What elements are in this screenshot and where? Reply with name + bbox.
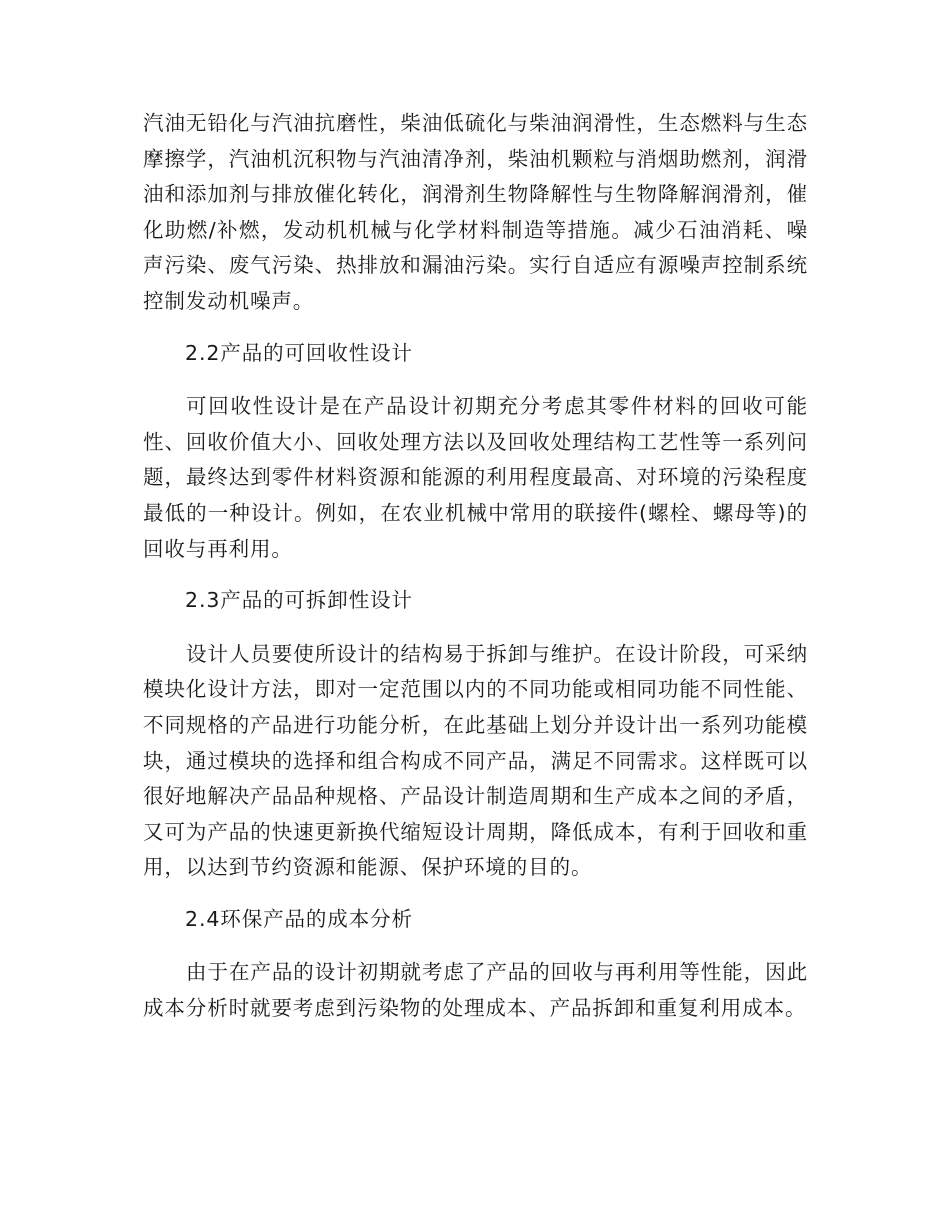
section-heading-2-2: 2.2产品的可回收性设计: [185, 340, 413, 365]
paragraph-cost-analysis: 由于在产品的设计初期就考虑了产品的回收与再利用等性能，因此成本分析时就要考虑到污染物的处理成本、产品拆卸和重复利用成本。: [143, 960, 808, 1021]
section-heading-2-4: 2.4环保产品的成本分析: [185, 906, 413, 931]
paragraph-disassembly-design: 设计人员要使所设计的结构易于拆卸与维护。在设计阶段，可采纳模块化设计方法，即对一定范围以内的不同功能或相同功能不同性能、不同规格的产品进行功能分析，在此基础上划分并设计出一系列功能模块，通过模块的选择和组合构成不同产品，满足不同需求。这样既可以很好地解决产品品种规格、产品设计制造周期和生产成本之间的矛盾，又可为产品的快速更新换代缩短设计周期，降低成本，有利于回收和重用，以达到节约资源和能源、保护环境的目的。: [143, 641, 808, 880]
section-heading-2-3: 2.3产品的可拆卸性设计: [185, 588, 413, 613]
paragraph-recyclability-design: 可回收性设计是在产品设计初期充分考虑其零件材料的回收可能性、回收价值大小、回收处理方法以及回收处理结构工艺性等一系列问题，最终达到零件材料资源和能源的利用程度最高、对环境的污染程度最低的一种设计。例如，在农业机械中常用的联接件(螺栓、螺母等)的回收与再利用。: [143, 394, 808, 561]
document-body: [143, 106, 808, 1027]
paragraph-emission-measures: 汽油无铅化与汽油抗磨性，柴油低硫化与柴油润滑性，生态燃料与生态摩擦学，汽油机沉积物与汽油清净剂，柴油机颗粒与消烟助燃剂，润滑油和添加剂与排放催化转化，润滑剂生物降解性与生物降解润滑剂，催化助燃/补燃，发动机机械与化学材料制造等措施。减少石油消耗、噪声污染、废气污染、热排放和漏油污染。实行自适应有源噪声控制系统控制发动机噪声。: [143, 111, 808, 313]
